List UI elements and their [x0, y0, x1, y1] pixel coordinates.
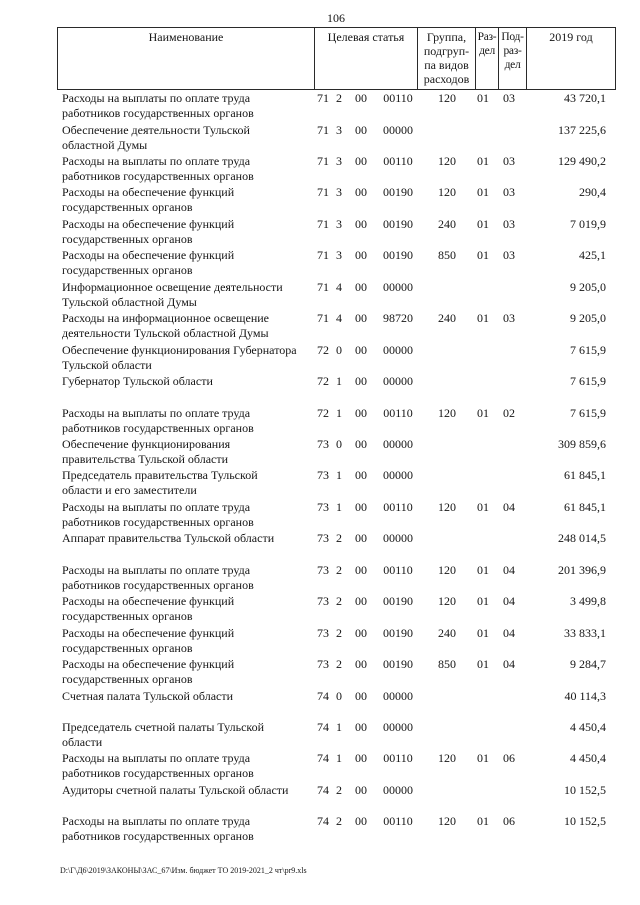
table-row [0, 783, 640, 814]
code-subprogram: 1 [336, 751, 342, 766]
amount-2019: 7 615,9 [570, 342, 606, 357]
code-direction: 98720 [383, 311, 413, 326]
amount-2019: 201 396,9 [558, 562, 606, 577]
row-name: Расходы на выплаты по оплате труда работников государственных органов [62, 751, 254, 781]
code-program: 71 [317, 248, 329, 263]
section: 01 [477, 751, 489, 766]
code-direction: 00110 [383, 153, 413, 168]
subsection: 04 [503, 499, 515, 514]
code-subprogram: 3 [336, 248, 342, 263]
code-program: 71 [317, 91, 329, 105]
code-program: 73 [317, 499, 329, 514]
amount-2019: 129 490,2 [558, 153, 606, 168]
code-direction-main: 00 [355, 625, 367, 640]
code-direction: 00110 [383, 562, 413, 577]
code-subprogram: 0 [336, 342, 342, 357]
table-row [0, 500, 640, 531]
code-program: 73 [317, 562, 329, 577]
section: 01 [477, 405, 489, 420]
code-program: 74 [317, 720, 329, 734]
code-direction: 00190 [383, 625, 413, 640]
subsection: 03 [503, 311, 515, 326]
code-subprogram: 3 [336, 153, 342, 168]
table-row [0, 531, 640, 562]
table-row [0, 814, 640, 845]
code-program: 71 [317, 122, 329, 137]
code-program: 73 [317, 468, 329, 483]
expense-group: 240 [438, 311, 456, 326]
table-row [0, 217, 640, 248]
section: 01 [477, 625, 489, 640]
subsection: 04 [503, 594, 515, 609]
row-name: Расходы на выплаты по оплате труда работников государственных органов [62, 405, 254, 435]
code-subprogram: 2 [336, 91, 342, 105]
code-direction: 00000 [383, 342, 413, 357]
amount-2019: 7 615,9 [570, 374, 606, 389]
header-cell-name: Наименование [148, 30, 224, 44]
row-name: Расходы на обеспечение функций государственных органов [62, 625, 235, 655]
subsection: 03 [503, 185, 515, 200]
code-direction: 00000 [383, 782, 413, 797]
table-row [0, 185, 640, 216]
row-name: Расходы на выплаты по оплате труда работников государственных органов [62, 814, 254, 844]
expense-group: 120 [438, 153, 456, 168]
code-direction: 00110 [383, 405, 413, 420]
section: 01 [477, 153, 489, 168]
amount-2019: 61 845,1 [564, 499, 606, 514]
row-name: Обеспечение функционирования Губернатора Тульской области [62, 342, 297, 372]
code-direction-main: 00 [355, 657, 367, 672]
amount-2019: 290,4 [579, 185, 606, 200]
page-number: 106 [327, 11, 345, 25]
code-program: 72 [317, 405, 329, 420]
section: 01 [477, 216, 489, 231]
table-row [0, 343, 640, 374]
row-name: Губернатор Тульской области [62, 374, 213, 389]
code-direction: 00000 [383, 720, 413, 734]
subsection: 02 [503, 405, 515, 420]
code-direction-main: 00 [355, 311, 367, 326]
code-program: 71 [317, 185, 329, 200]
amount-2019: 309 859,6 [558, 436, 606, 451]
table-row [0, 689, 640, 720]
table-row [0, 280, 640, 311]
code-direction: 00000 [383, 122, 413, 137]
row-name: Аппарат правительства Тульской области [62, 531, 275, 546]
code-direction-main: 00 [355, 248, 367, 263]
row-name: Аудиторы счетной палаты Тульской области [62, 782, 289, 797]
code-subprogram: 2 [336, 562, 342, 577]
expense-group: 850 [438, 657, 456, 672]
subsection: 04 [503, 657, 515, 672]
code-program: 73 [317, 625, 329, 640]
row-name: Расходы на обеспечение функций государственных органов [62, 185, 235, 215]
table-row [0, 751, 640, 782]
amount-2019: 9 205,0 [570, 279, 606, 294]
row-name: Расходы на обеспечение функций государственных органов [62, 248, 235, 278]
code-direction-main: 00 [355, 405, 367, 420]
table-row [0, 91, 640, 122]
code-direction: 00190 [383, 594, 413, 609]
table-row [0, 406, 640, 437]
code-direction-main: 00 [355, 751, 367, 766]
table-row [0, 374, 640, 405]
code-subprogram: 1 [336, 468, 342, 483]
code-subprogram: 1 [336, 720, 342, 734]
row-name: Председатель счетной палаты Тульской области [62, 720, 265, 749]
code-program: 71 [317, 311, 329, 326]
expense-group: 240 [438, 625, 456, 640]
amount-2019: 43 720,1 [564, 91, 606, 105]
code-direction: 00190 [383, 657, 413, 672]
amount-2019: 4 450,4 [570, 751, 606, 766]
amount-2019: 9 284,7 [570, 657, 606, 672]
expense-group: 240 [438, 216, 456, 231]
code-subprogram: 2 [336, 814, 342, 829]
code-direction-main: 00 [355, 153, 367, 168]
code-subprogram: 2 [336, 594, 342, 609]
expense-group: 120 [438, 594, 456, 609]
code-subprogram: 2 [336, 657, 342, 672]
row-name: Председатель правительства Тульской области и его заместители [62, 468, 258, 498]
code-subprogram: 4 [336, 311, 342, 326]
code-direction: 00000 [383, 688, 413, 703]
section: 01 [477, 248, 489, 263]
section: 01 [477, 311, 489, 326]
row-name: Счетная палата Тульской области [62, 688, 234, 703]
code-direction: 00000 [383, 374, 413, 389]
code-direction-main: 00 [355, 185, 367, 200]
row-name: Расходы на выплаты по оплате труда работников государственных органов [62, 91, 254, 120]
code-direction-main: 00 [355, 122, 367, 137]
subsection: 06 [503, 751, 515, 766]
code-program: 73 [317, 594, 329, 609]
header-cell-subsection: Под- раз- дел [498, 28, 526, 89]
row-name: Расходы на выплаты по оплате труда работников государственных органов [62, 499, 254, 529]
amount-2019: 7 019,9 [570, 216, 606, 231]
code-subprogram: 2 [336, 782, 342, 797]
code-program: 73 [317, 657, 329, 672]
expense-group: 120 [438, 185, 456, 200]
code-direction-main: 00 [355, 720, 367, 734]
code-direction: 00190 [383, 185, 413, 200]
expense-group: 850 [438, 248, 456, 263]
code-program: 74 [317, 814, 329, 829]
code-subprogram: 3 [336, 185, 342, 200]
section: 01 [477, 657, 489, 672]
amount-2019: 4 450,4 [570, 720, 606, 734]
code-program: 74 [317, 688, 329, 703]
code-program: 73 [317, 531, 329, 546]
code-direction-main: 00 [355, 688, 367, 703]
code-program: 71 [317, 153, 329, 168]
subsection: 03 [503, 248, 515, 263]
code-subprogram: 2 [336, 531, 342, 546]
header-cell-expense-group: Группа, подгруп- па видов расходов [417, 28, 475, 89]
code-program: 73 [317, 436, 329, 451]
subsection: 03 [503, 216, 515, 231]
code-direction-main: 00 [355, 782, 367, 797]
code-direction-main: 00 [355, 499, 367, 514]
table-row [0, 720, 640, 751]
expense-group: 120 [438, 405, 456, 420]
expense-group: 120 [438, 499, 456, 514]
code-direction: 00110 [383, 91, 413, 105]
code-direction: 00190 [383, 248, 413, 263]
amount-2019: 137 225,6 [558, 122, 606, 137]
amount-2019: 33 833,1 [564, 625, 606, 640]
table-row [0, 563, 640, 594]
section: 01 [477, 594, 489, 609]
table-header [57, 27, 616, 90]
row-name: Расходы на обеспечение функций государственных органов [62, 216, 235, 246]
code-direction: 00000 [383, 279, 413, 294]
amount-2019: 61 845,1 [564, 468, 606, 483]
code-subprogram: 1 [336, 374, 342, 389]
code-direction-main: 00 [355, 531, 367, 546]
code-program: 71 [317, 279, 329, 294]
row-name: Расходы на обеспечение функций государственных органов [62, 594, 235, 624]
code-direction-main: 00 [355, 468, 367, 483]
subsection: 04 [503, 562, 515, 577]
code-direction: 00110 [383, 814, 413, 829]
code-program: 74 [317, 782, 329, 797]
code-direction: 00000 [383, 531, 413, 546]
amount-2019: 248 014,5 [558, 531, 606, 546]
code-subprogram: 4 [336, 279, 342, 294]
code-direction-main: 00 [355, 562, 367, 577]
amount-2019: 3 499,8 [570, 594, 606, 609]
code-program: 74 [317, 751, 329, 766]
row-name: Обеспечение деятельности Тульской областной Думы [62, 122, 250, 152]
table-row [0, 468, 640, 499]
row-name: Информационное освещение деятельности Тульской областной Думы [62, 279, 283, 309]
header-cell-year: 2019 год [526, 28, 615, 89]
table-row [0, 626, 640, 657]
row-name: Расходы на информационное освещение деятельности Тульской областной Думы [62, 311, 269, 341]
footer-file-path: D:\Г\Д6\2019\ЗАКОНЫ\ЗАС_67\Изм. бюджет ТО 2019-2021_2 чт\pr9.xls [60, 866, 307, 875]
section: 01 [477, 499, 489, 514]
code-program: 72 [317, 374, 329, 389]
code-direction: 00000 [383, 436, 413, 451]
table-row [0, 657, 640, 688]
table-row [0, 594, 640, 625]
row-name: Обеспечение функционирования правительства Тульской области [62, 436, 231, 466]
code-direction-main: 00 [355, 436, 367, 451]
code-direction-main: 00 [355, 342, 367, 357]
row-name: Расходы на выплаты по оплате труда работников государственных органов [62, 153, 254, 183]
table-row [0, 311, 640, 342]
code-subprogram: 1 [336, 499, 342, 514]
code-direction: 00000 [383, 468, 413, 483]
section: 01 [477, 814, 489, 829]
code-program: 71 [317, 216, 329, 231]
amount-2019: 7 615,9 [570, 405, 606, 420]
code-subprogram: 3 [336, 216, 342, 231]
code-subprogram: 3 [336, 122, 342, 137]
subsection: 03 [503, 91, 515, 105]
code-direction-main: 00 [355, 814, 367, 829]
code-subprogram: 1 [336, 405, 342, 420]
code-subprogram: 2 [336, 625, 342, 640]
section: 01 [477, 185, 489, 200]
amount-2019: 10 152,5 [564, 814, 606, 829]
amount-2019: 9 205,0 [570, 311, 606, 326]
code-direction: 00110 [383, 499, 413, 514]
row-name: Расходы на выплаты по оплате труда работников государственных органов [62, 562, 254, 592]
table-row [0, 154, 640, 185]
code-subprogram: 0 [336, 436, 342, 451]
subsection: 04 [503, 625, 515, 640]
code-direction-main: 00 [355, 279, 367, 294]
expense-group: 120 [438, 562, 456, 577]
row-name: Расходы на обеспечение функций государственных органов [62, 657, 235, 687]
code-direction: 00190 [383, 216, 413, 231]
table-row [0, 437, 640, 468]
amount-2019: 425,1 [579, 248, 606, 263]
expense-group: 120 [438, 751, 456, 766]
subsection: 06 [503, 814, 515, 829]
code-direction-main: 00 [355, 594, 367, 609]
header-cell-target-article: Целевая статья [314, 28, 417, 89]
code-program: 72 [317, 342, 329, 357]
code-direction-main: 00 [355, 216, 367, 231]
amount-2019: 10 152,5 [564, 782, 606, 797]
code-direction-main: 00 [355, 91, 367, 105]
code-direction-main: 00 [355, 374, 367, 389]
subsection: 03 [503, 153, 515, 168]
table-row [0, 248, 640, 279]
amount-2019: 40 114,3 [564, 688, 606, 703]
header-cell-section: Раз- дел [475, 28, 498, 89]
code-subprogram: 0 [336, 688, 342, 703]
code-direction: 00110 [383, 751, 413, 766]
expense-group: 120 [438, 91, 456, 105]
table-row [0, 123, 640, 154]
section: 01 [477, 91, 489, 105]
expense-group: 120 [438, 814, 456, 829]
section: 01 [477, 562, 489, 577]
